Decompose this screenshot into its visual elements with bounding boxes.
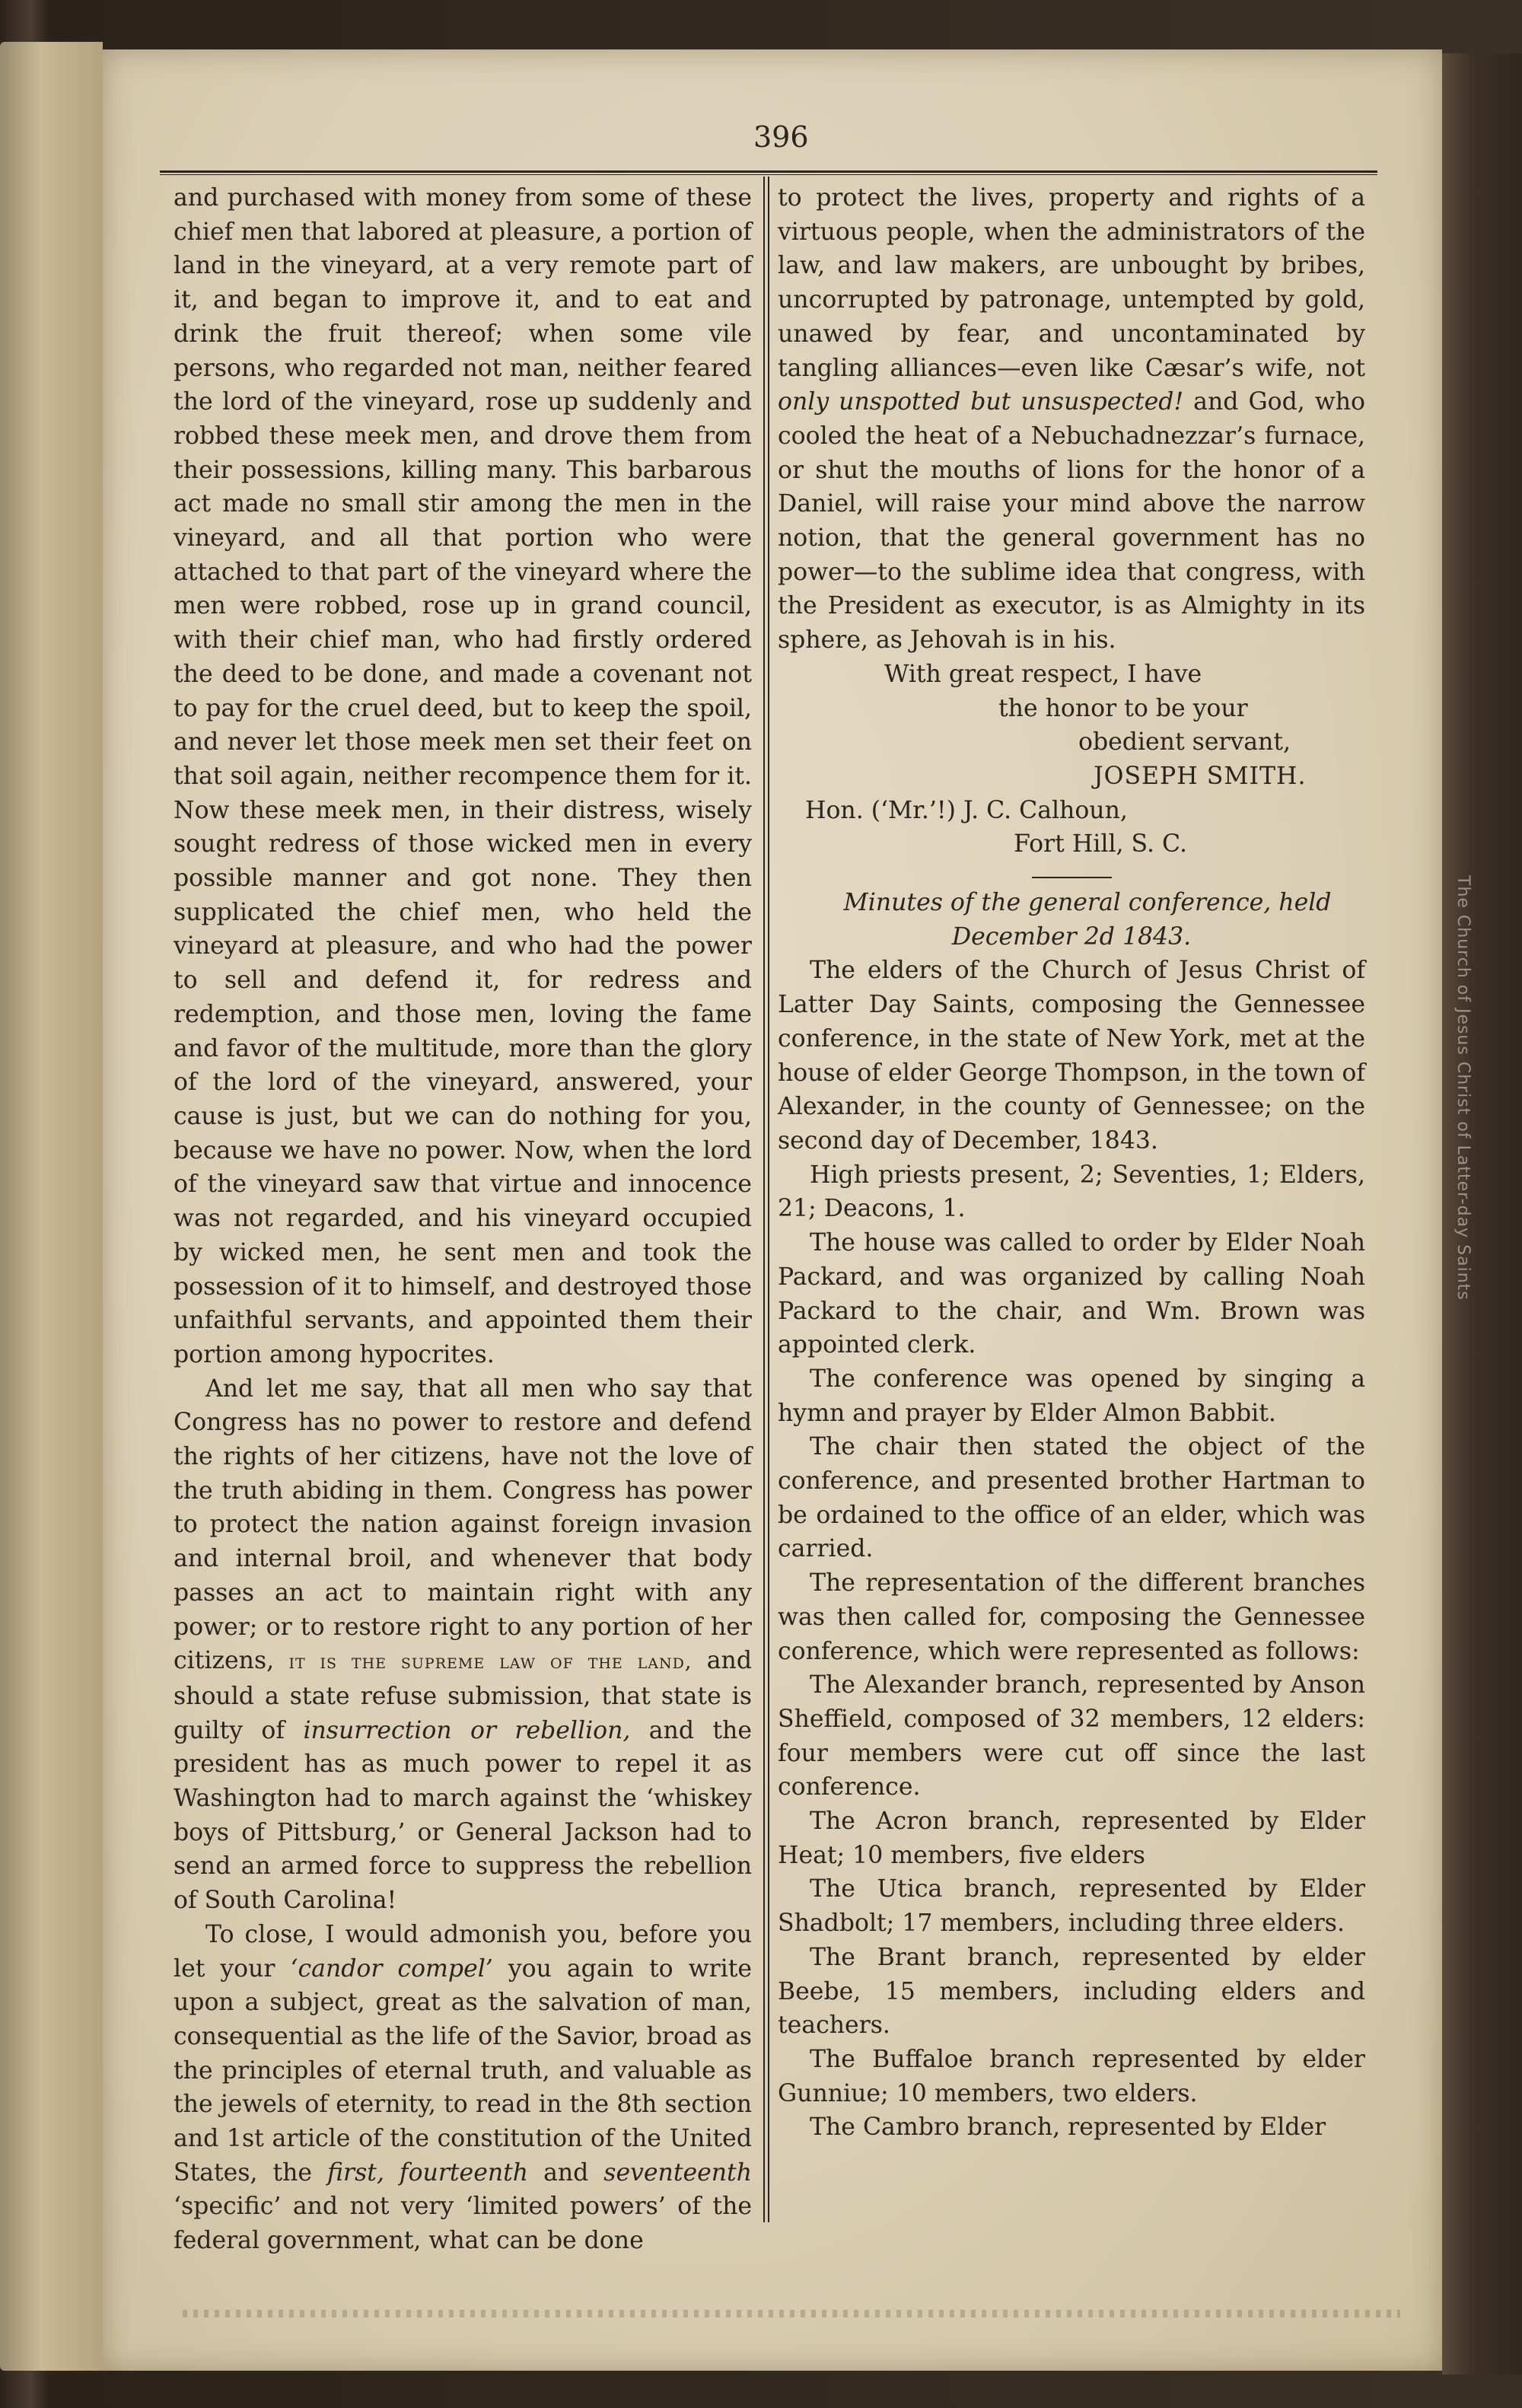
closing-line-3: obedient servant, — [1078, 728, 1291, 756]
closing-line-1: With great respect, I have — [884, 660, 1202, 688]
left-column — [174, 181, 752, 2258]
left-paragraph-2: And let me say, that all men who say that Congress has no power to restore and defend the rights of her citizens, have not the love of the truth abiding in them. Congress has power to protect the nation against foreign invasion and internal broil, and whenever that body passes an act to maintain right with any power; or to restore right to any portion of her citizens, it is the supreme law of the land, and should a state refuse submission, that state is guilty of insurrection or rebellion, and the president has as much power to repel it as Washington had to march against the ‘whiskey boys of Pittsburg,’ or General Jackson had to send an armed force to suppress the rebellion of South Carolina! — [174, 1374, 753, 1915]
page-number: 396 — [753, 120, 809, 154]
minutes-heading: Minutes of the general conference, held December 2d 1843. — [843, 889, 1332, 951]
minutes-paragraph-6: The representation of the different branches was then called for, composing the Gennessee conference, which were represented as follows: — [778, 1569, 1365, 1665]
left-paragraph-3: To close, I would admonish you, before you let your ‘candor compel’ you again to write upon a subject, great as the salvation of man, consequential as the life of the Savior, broad as the principles of eternal truth, and valuable as the jewels of eternity, to read in the 8th section and 1st article of the constitution of the United States, the first, fourteenth and seventeenth ‘specific’ and not very ‘limited powers’ of the federal government, what can be done — [174, 1920, 753, 2255]
closing-line-2: the honor to be your — [998, 694, 1248, 722]
spine-watermark: The Church of Jesus Christ of Latter-day Saints — [1454, 875, 1473, 1301]
minutes-paragraph-12: The Cambro branch, represented by Elder — [810, 2113, 1326, 2142]
signature: JOSEPH SMITH. — [1094, 762, 1307, 790]
column-divider — [763, 177, 769, 2222]
header-rule — [160, 170, 1377, 175]
bottom-press-marks — [183, 2310, 1400, 2317]
minutes-paragraph-9: The Utica branch, represented by Elder Shadbolt; 17 members, including three elders. — [778, 1875, 1365, 1938]
minutes-paragraph-8: The Acron branch, represented by Elder Heat; 10 members, five elders — [778, 1808, 1365, 1869]
minutes-paragraph-11: The Buffaloe branch represented by elder Gunniue; 10 members, two elders. — [778, 2045, 1365, 2107]
right-paragraph-1: to protect the lives, property and rights of a virtuous people, when the administrators of the law, and law makers, are unbought by bribes, uncorrupted by patronage, untempted by gold, unawed by fear, and uncontaminated by tangling alliances—even like Cæsar’s wife, not only unspotted but unsuspected! and God, who cooled the heat of a Nebuchadnezzar’s furnace, or shut the mouths of lions for the honor of a Daniel, will raise your mind above the narrow notion, that the general government has no power—to the sublime idea that congress, with the President as executor, is as Almighty in its sphere, as Jehovah is in his. — [778, 184, 1366, 655]
minutes-paragraph-7: The Alexander branch, represented by Anson Sheffield, composed of 32 members, 12 elders: four members were cut off since the last conference. — [778, 1671, 1365, 1801]
minutes-paragraph-5: The chair then stated the object of the conference, and presented brother Hartman to be ordained to the office of an elder, which was carried. — [778, 1433, 1365, 1563]
right-column — [778, 181, 1365, 2145]
minutes-paragraph-1: The elders of the Church of Jesus Christ of Latter Day Saints, composing the Gennessee conference, in the state of New York, met at the house of elder George Thompson, in the town of Alexander, in the county of Gennessee; on the second day of December, 1843. — [778, 957, 1365, 1155]
facing-page-edge — [0, 42, 103, 2371]
minutes-paragraph-3: The house was called to order by Elder Noah Packard, and was organized by calling Noah Packard to the chair, and Wm. Brown was appointed clerk. — [778, 1229, 1365, 1359]
minutes-paragraph-10: The Brant branch, represented by elder Beebe, 15 members, including elders and teachers. — [778, 1943, 1365, 2040]
address: Fort Hill, S. C. — [1014, 830, 1188, 858]
minutes-paragraph-4: The conference was opened by singing a hymn and prayer by Elder Almon Babbit. — [778, 1365, 1365, 1427]
section-rule — [1032, 877, 1112, 878]
addressee: Hon. (‘Mr.’!) J. C. Calhoun, — [805, 796, 1128, 824]
left-paragraph-1: and purchased with money from some of these chief men that labored at pleasure, a portion of land in the vineyard, at a very remote part of it, and began to improve it, and to eat and drink the fruit thereof; when some vile persons, who regarded not man, neither feared the lord of the vineyard, rose up suddenly and robbed these meek men, and drove them from their possessions, killing many. This barbarous act made no small stir among the men in the vineyard, and all that portion who were attached to that part of the vineyard where the men were robbed, rose up in grand council, with their chief man, who had firstly ordered the deed to be done, and made a covenant not to pay for the cruel deed, but to keep the spoil, and never let those meek men set their feet on that soil again, neither recompence them for it. Now these meek men, in their distress, wisely sought redress of those wicked men in every possible manner and got none. They then supplicated the chief men, who held the vineyard at pleasure, and who had the power to sell and defend it, for redress and redemption, and those men, loving the fame and favor of the multitude, more than the glory of the lord of the vineyard, answered, your cause is just, but we can do nothing for you, because we have no power. Now, when the lord of the vineyard saw that virtue and innocence was not regarded, and his vineyard occupied by wicked men, he sent men and took the possession of it to himself, and destroyed those unfaithful servants, and appointed them their portion among hypocrites. — [174, 184, 752, 1368]
minutes-paragraph-2: High priests present, 2; Seventies, 1; Elders, 21; Deacons, 1. — [778, 1161, 1365, 1223]
